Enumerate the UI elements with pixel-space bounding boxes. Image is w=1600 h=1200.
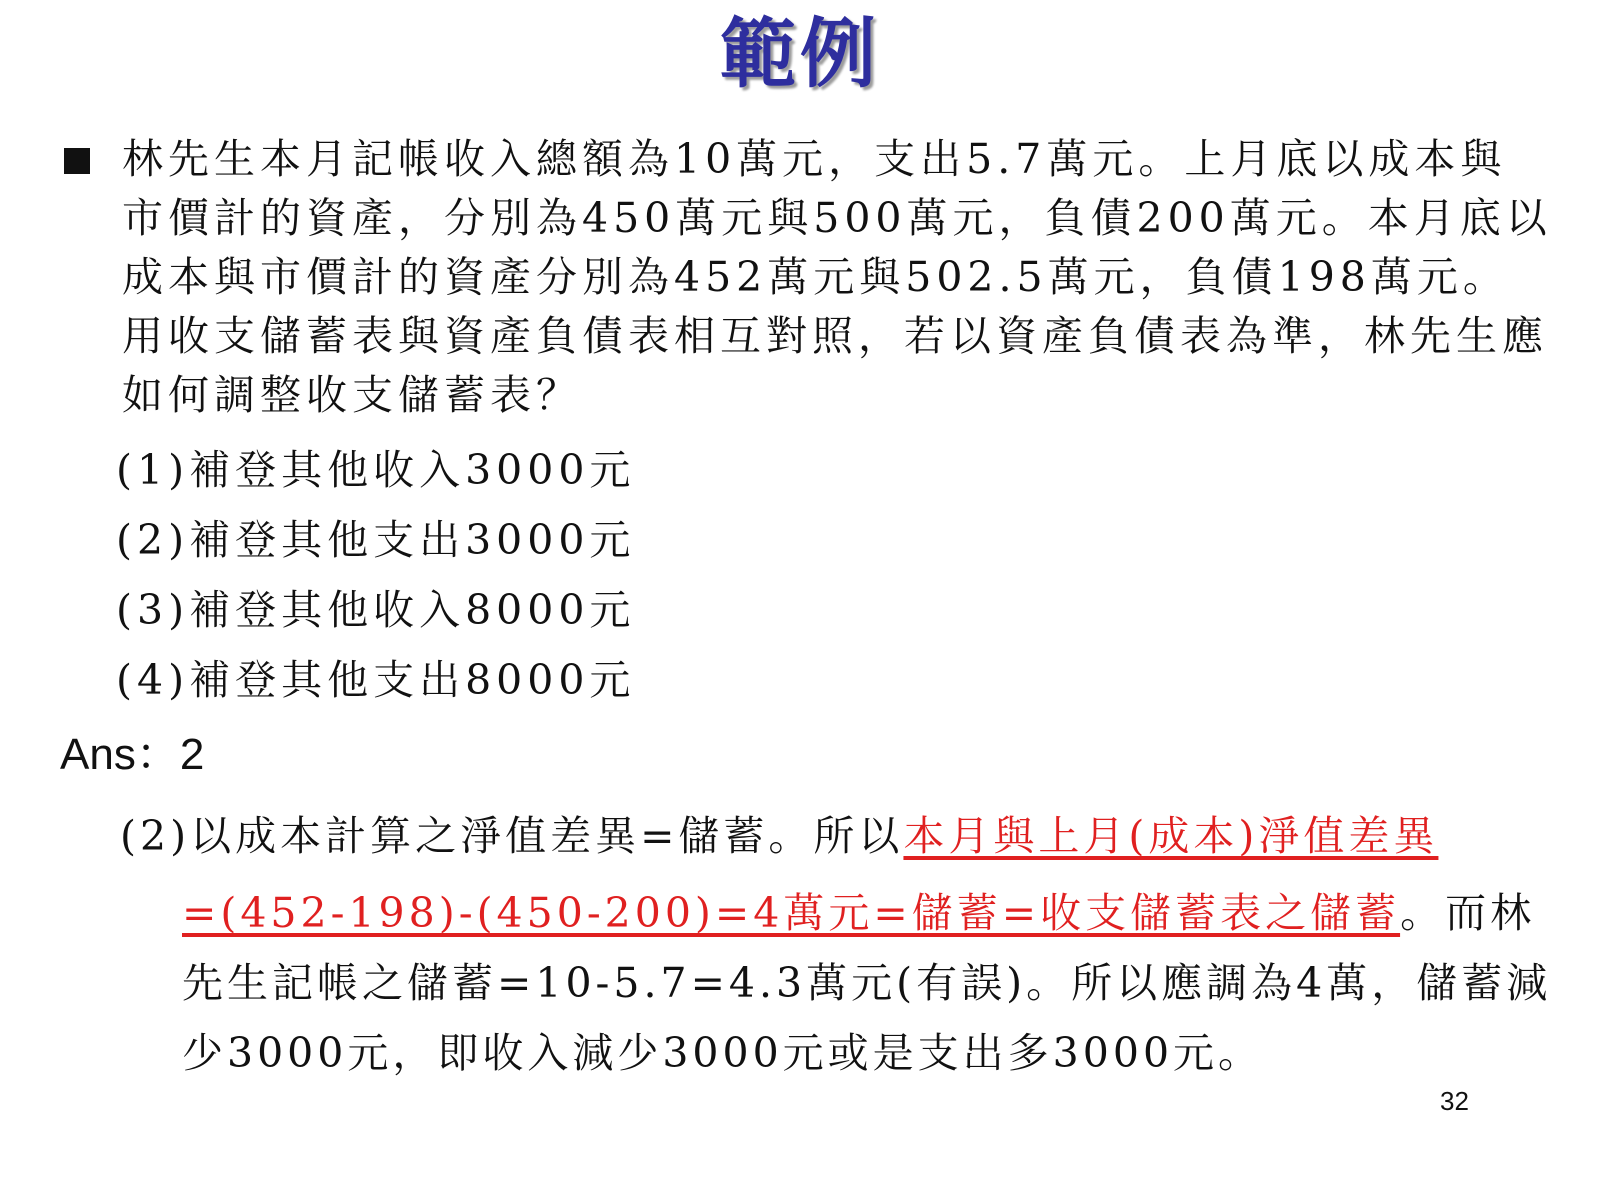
- explanation-highlight-part1: 本月與上月(成本)淨值差異: [903, 812, 1439, 860]
- explanation-continuation: [182, 878, 1562, 1088]
- answer-label: Ans：2: [60, 730, 205, 779]
- option-1: (1)補登其他收入3000元: [116, 446, 636, 494]
- explanation-suffix: 。而林先生記帳之儲蓄=10-5.7=4.3萬元(有誤)。所以應調為4萬，儲蓄減少3000元，即收入減少3000元或是支出多3000元。: [182, 889, 1552, 1077]
- explanation-prefix: (2)以成本計算之淨值差異=儲蓄。所以: [120, 812, 904, 860]
- question-text: 林先生本月記帳收入總額為10萬元，支出5.7萬元。上月底以成本與市價計的資產，分別為450萬元與500萬元，負債200萬元。本月底以成本與市價計的資產分別為452萬元與502.5萬元，負債198萬元。用收支儲蓄表與資產負債表相互對照，若以資產負債表為準，林先生應如何調整收支儲蓄表？: [122, 135, 1552, 419]
- option-2: (2)補登其他支出3000元: [116, 516, 636, 564]
- square-bullet-icon: [64, 148, 90, 174]
- explanation-line-1: [120, 810, 1438, 862]
- slide-title: 範例: [720, 9, 880, 98]
- option-4: (4)補登其他支出8000元: [116, 656, 636, 704]
- explanation-highlight-part2: =(452-198)-(450-200)=4萬元=儲蓄=收支儲蓄表之儲蓄: [182, 889, 1401, 937]
- page-number: 32: [1440, 1086, 1469, 1116]
- option-3: (3)補登其他收入8000元: [116, 586, 636, 634]
